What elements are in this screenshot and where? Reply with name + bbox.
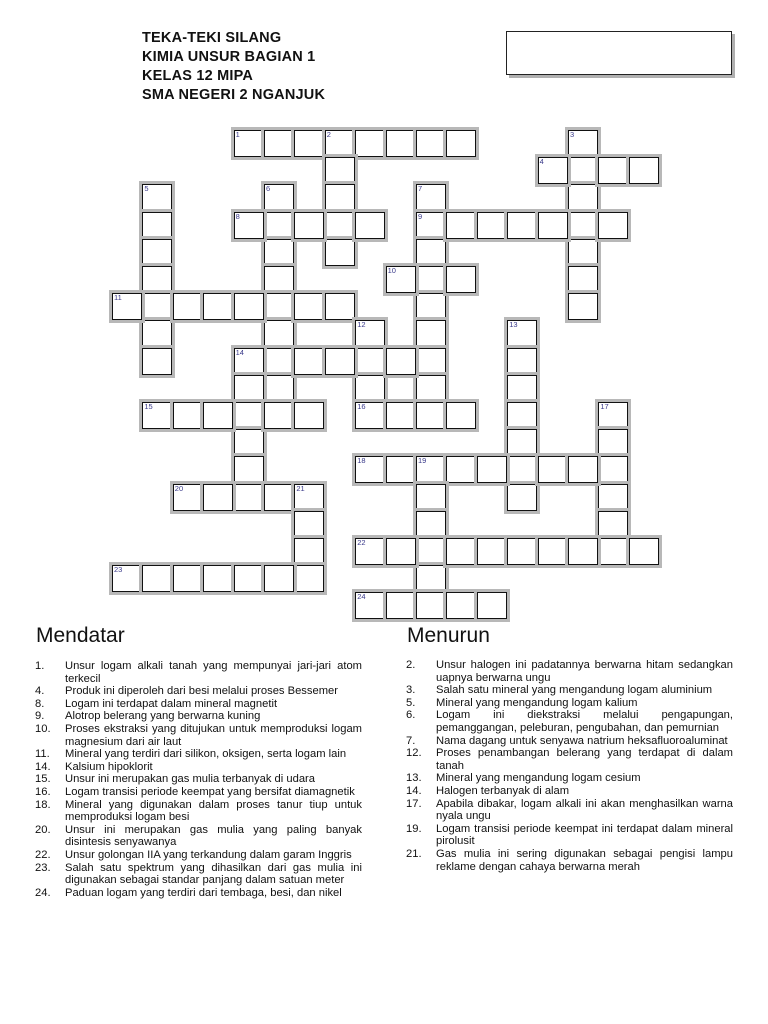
crossword-cell[interactable] [234, 484, 264, 511]
cell-number: 9 [418, 211, 423, 221]
crossword-cell[interactable] [477, 538, 507, 565]
crossword-cell[interactable] [142, 402, 172, 429]
crossword-cell[interactable] [203, 484, 233, 511]
crossword-cell[interactable] [234, 456, 264, 483]
clue-text: Unsur logam alkali tanah yang mempunyai jari-jari atom terkecil [65, 660, 362, 685]
crossword-cell[interactable] [386, 266, 416, 293]
crossword-cell[interactable] [325, 239, 355, 266]
crossword-cell[interactable] [234, 565, 264, 592]
cell-number: 3 [570, 130, 575, 139]
mendatar-clue [35, 748, 362, 761]
mendatar-clue [35, 824, 362, 849]
crossword-cell[interactable] [325, 130, 355, 157]
cell-number: 19 [418, 456, 427, 466]
crossword-cell[interactable] [629, 157, 659, 184]
mendatar-clue [35, 698, 362, 711]
crossword-cell[interactable] [598, 157, 628, 184]
clue-number: 17. [406, 797, 422, 810]
crossword-cell[interactable] [416, 212, 446, 239]
crossword-cell[interactable] [203, 293, 233, 320]
crossword-cell[interactable] [142, 239, 172, 266]
crossword-cell[interactable] [507, 212, 537, 239]
crossword-cell[interactable] [355, 538, 385, 565]
crossword-cell[interactable] [355, 402, 385, 429]
crossword-cell[interactable] [234, 348, 264, 375]
crossword-cell[interactable] [446, 402, 476, 429]
mendatar-clue [35, 887, 362, 900]
crossword-cell[interactable] [598, 402, 628, 429]
mendatar-clue [35, 660, 362, 685]
crossword-cell[interactable] [264, 184, 294, 211]
clue-number: 14. [35, 760, 51, 773]
crossword-cell[interactable] [507, 320, 537, 347]
crossword-cell[interactable] [538, 157, 568, 184]
crossword-cell[interactable] [264, 130, 294, 157]
menurun-clue [406, 823, 733, 848]
crossword-cell[interactable] [568, 157, 598, 184]
crossword-cell[interactable] [234, 429, 264, 456]
crossword-cell[interactable] [325, 157, 355, 184]
clue-text: Logam transisi periode keempat ini terdapat dalam mineral pirolusit [436, 822, 733, 848]
crossword-cell[interactable] [264, 212, 294, 239]
crossword-cell[interactable] [142, 348, 172, 375]
crossword-cell[interactable] [416, 348, 446, 375]
crossword-cell[interactable] [598, 484, 628, 511]
crossword-cell[interactable] [416, 320, 446, 347]
clue-number: 16. [35, 785, 51, 798]
clue-text: Halogen terbanyak di alam [436, 784, 570, 797]
crossword-cell[interactable] [234, 402, 264, 429]
crossword-cell[interactable] [294, 212, 324, 239]
clue-number: 12. [406, 747, 422, 760]
crossword-cell[interactable] [568, 130, 598, 157]
crossword-cell[interactable] [568, 184, 598, 211]
crossword-cell[interactable] [446, 130, 476, 157]
crossword-cell[interactable] [477, 592, 507, 619]
clue-number: 6. [406, 709, 416, 722]
cell-number: 8 [235, 211, 240, 221]
crossword-cell[interactable] [325, 293, 355, 320]
clue-number: 8. [35, 697, 45, 710]
clue-number: 18. [35, 798, 51, 811]
title-line-4: SMA NEGERI 2 NGANJUK [142, 87, 326, 103]
clue-number: 21. [406, 847, 422, 860]
crossword-cell[interactable] [416, 565, 446, 592]
crossword-cell[interactable] [598, 538, 628, 565]
crossword-cell[interactable] [416, 538, 446, 565]
clue-number: 23. [35, 861, 51, 874]
crossword-cell[interactable] [142, 266, 172, 293]
cell-number: 4 [539, 157, 544, 167]
crossword-cell[interactable] [355, 320, 385, 347]
crossword-cell[interactable] [416, 375, 446, 402]
crossword-cell[interactable] [507, 402, 537, 429]
down-clue-list [406, 659, 733, 873]
cell-number: 15 [144, 402, 153, 411]
clue-text: Unsur ini merupakan gas mulia yang paling banyak disintesis senyawanya [65, 823, 362, 849]
crossword-cell[interactable] [325, 184, 355, 211]
crossword-cell[interactable] [538, 456, 568, 483]
clue-number: 10. [35, 722, 51, 735]
clue-number: 5. [406, 696, 416, 709]
crossword-cell[interactable] [173, 402, 203, 429]
cell-number: 23 [114, 565, 123, 575]
crossword-cell[interactable] [568, 538, 598, 565]
crossword-cell[interactable] [173, 484, 203, 511]
crossword-cell[interactable] [173, 565, 203, 592]
clue-number: 19. [406, 822, 422, 835]
clue-text: Salah satu spektrum yang dihasilkan dari gas mulia ini digunakan sebagai standar panjang dalam satuan meter [65, 861, 362, 887]
crossword-cell[interactable] [386, 130, 416, 157]
menurun-clue [406, 697, 733, 710]
crossword-cell[interactable] [446, 592, 476, 619]
crossword-cell[interactable] [386, 402, 416, 429]
clue-text: Paduan logam yang terdiri dari tembaga, besi, dan nikel [65, 886, 342, 899]
crossword-cell[interactable] [355, 456, 385, 483]
crossword-cell[interactable] [507, 375, 537, 402]
menurun-clue [406, 772, 733, 785]
clue-text: Apabila dibakar, logam alkali ini akan menghasilkan warna nyala ungu [436, 797, 733, 823]
menurun-clue [406, 659, 733, 684]
menurun-heading: Menurun [407, 624, 490, 647]
clue-number: 13. [406, 772, 422, 785]
crossword-cell[interactable] [203, 565, 233, 592]
cell-number: 18 [357, 456, 366, 466]
crossword-cell[interactable] [446, 538, 476, 565]
crossword-cell[interactable] [264, 293, 294, 320]
crossword-cell[interactable] [325, 212, 355, 239]
crossword-cell[interactable] [477, 456, 507, 483]
clue-number: 7. [406, 734, 416, 747]
mendatar-heading: Mendatar [36, 624, 125, 647]
crossword-cell[interactable] [142, 293, 172, 320]
crossword-cell[interactable] [386, 456, 416, 483]
crossword-cell[interactable] [629, 538, 659, 565]
cell-number: 7 [418, 184, 423, 194]
crossword-cell[interactable] [112, 293, 142, 320]
crossword-cell[interactable] [416, 266, 446, 293]
cell-number: 11 [114, 293, 122, 303]
crossword-cell[interactable] [568, 456, 598, 483]
mendatar-clue [35, 849, 362, 862]
menurun-clue [406, 747, 733, 772]
crossword-cell[interactable] [264, 402, 294, 429]
menurun-clue [406, 709, 733, 734]
cell-number: 24 [357, 592, 366, 602]
clue-number: 4. [35, 685, 45, 698]
crossword-cell[interactable] [325, 348, 355, 375]
clue-text: Unsur halogen ini padatannya berwarna hitam sedangkan uapnya berwarna ungu [436, 659, 733, 684]
cell-number: 13 [509, 320, 518, 330]
crossword-cell[interactable] [507, 429, 537, 456]
cell-number: 17 [600, 402, 609, 411]
clue-number: 2. [406, 659, 416, 671]
cell-number: 2 [326, 130, 331, 139]
crossword-cell[interactable] [294, 402, 324, 429]
clue-text: Mineral yang terdiri dari silikon, oksigen, serta logam lain [65, 748, 347, 761]
mendatar-clue [35, 773, 362, 786]
crossword-cell[interactable] [386, 592, 416, 619]
crossword-cell[interactable] [142, 212, 172, 239]
crossword-cell[interactable] [294, 348, 324, 375]
crossword-cell[interactable] [294, 538, 324, 565]
crossword-cell[interactable] [416, 184, 446, 211]
menurun-clue [406, 798, 733, 823]
crossword-cell[interactable] [507, 456, 537, 483]
crossword-cell[interactable] [507, 538, 537, 565]
crossword-cell[interactable] [568, 266, 598, 293]
menurun-clue [406, 848, 733, 873]
crossword-cell[interactable] [568, 293, 598, 320]
cell-number: 14 [235, 347, 244, 357]
crossword-cell[interactable] [416, 402, 446, 429]
crossword-cell[interactable] [142, 184, 172, 211]
crossword-cell[interactable] [598, 456, 628, 483]
title-line-1: TEKA-TEKI SILANG [142, 30, 282, 46]
cell-number: 21 [296, 483, 305, 493]
crossword-cell[interactable] [294, 130, 324, 157]
clue-text: Gas mulia ini sering digunakan sebagai pengisi lampu reklame dengan cahaya berwarna merah [436, 847, 733, 873]
cell-number: 20 [174, 483, 184, 493]
cell-number: 16 [357, 402, 366, 411]
clue-number: 22. [35, 848, 51, 861]
clue-text: Salah satu mineral yang mengandung logam aluminium [436, 684, 713, 697]
mendatar-clue [35, 723, 362, 748]
mendatar-clue [35, 786, 362, 799]
crossword-cell[interactable] [568, 239, 598, 266]
cell-number: 10 [387, 266, 396, 275]
clue-number: 11. [35, 748, 50, 761]
clue-number: 9. [35, 710, 45, 723]
clue-text: Logam ini terdapat dalam mineral magnetit [65, 697, 278, 710]
crossword-cell[interactable] [416, 456, 446, 483]
crossword-cell[interactable] [142, 565, 172, 592]
crossword-cell[interactable] [598, 212, 628, 239]
crossword-cell[interactable] [538, 538, 568, 565]
clue-text: Mineral yang mengandung logam cesium [436, 772, 641, 785]
clue-text: Logam ini diekstraksi melalui pengapungan, pemanggangan, peleburan, pengubahan, dan pemurnian [436, 709, 733, 734]
across-clue-list [35, 660, 362, 899]
clue-number: 24. [35, 886, 51, 899]
crossword-cell[interactable] [294, 484, 324, 511]
mendatar-clue [35, 761, 362, 774]
crossword-cell[interactable] [173, 293, 203, 320]
title-line-3: KELAS 12 MIPA [142, 68, 254, 84]
crossword-cell[interactable] [234, 212, 264, 239]
crossword-cell[interactable] [264, 348, 294, 375]
clue-number: 20. [35, 823, 51, 836]
cell-number: 1 [235, 130, 240, 139]
clue-text: Proses ekstraksi yang ditujukan untuk memproduksi logam magnesium dari air laut [65, 722, 362, 748]
clue-number: 3. [406, 684, 416, 697]
crossword-cell[interactable] [446, 456, 476, 483]
mendatar-clue [35, 799, 362, 824]
crossword-cell[interactable] [416, 484, 446, 511]
crossword-cell[interactable] [355, 592, 385, 619]
clue-text: Logam transisi periode keempat yang bersifat diamagnetik [65, 785, 355, 798]
mendatar-clue [35, 685, 362, 698]
menurun-clue [406, 785, 733, 798]
crossword-cell[interactable] [416, 130, 446, 157]
clue-text: Nama dagang untuk senyawa natrium heksafluoroaluminat [436, 734, 728, 747]
cell-number: 12 [357, 320, 366, 330]
crossword-cell[interactable] [416, 592, 446, 619]
crossword-cell[interactable] [386, 348, 416, 375]
crossword-cell[interactable] [416, 293, 446, 320]
menurun-clue [406, 735, 733, 748]
cell-number: 5 [144, 184, 149, 194]
clue-number: 14. [406, 784, 422, 797]
crossword-cell[interactable] [568, 212, 598, 239]
mendatar-clue [35, 710, 362, 723]
crossword-cell[interactable] [446, 212, 476, 239]
cell-number: 22 [357, 538, 366, 547]
menurun-clue [406, 684, 733, 697]
clue-text: Unsur golongan IIA yang terkandung dalam garam Inggris [65, 848, 352, 861]
clue-text: Alotrop belerang yang berwarna kuning [65, 710, 261, 723]
crossword-cell[interactable] [112, 565, 142, 592]
clue-number: 15. [35, 773, 51, 786]
crossword-cell[interactable] [234, 130, 264, 157]
crossword-cell[interactable] [416, 239, 446, 266]
clue-text: Produk ini diperoleh dari besi melalui proses Bessemer [65, 685, 338, 698]
crossword-cell[interactable] [264, 375, 294, 402]
mendatar-clue [35, 862, 362, 887]
clue-text: Mineral yang digunakan dalam proses tanur tiup untuk memproduksi logam besi [65, 798, 362, 824]
crossword-cell[interactable] [294, 293, 324, 320]
crossword-cell[interactable] [264, 484, 294, 511]
crossword-cell[interactable] [446, 266, 476, 293]
crossword-cell[interactable] [386, 538, 416, 565]
cell-number: 6 [266, 184, 271, 194]
crossword-cell[interactable] [355, 130, 385, 157]
crossword-cell[interactable] [598, 429, 628, 456]
crossword-cell[interactable] [234, 293, 264, 320]
clue-text: Proses penambangan belerang yang terdapat di dalam tanah [436, 747, 733, 772]
crossword-cell[interactable] [477, 212, 507, 239]
crossword-cell[interactable] [416, 511, 446, 538]
crossword-cell[interactable] [507, 348, 537, 375]
crossword-cell[interactable] [264, 565, 294, 592]
crossword-cell[interactable] [355, 375, 385, 402]
clue-text: Unsur ini merupakan gas mulia terbanyak di udara [65, 773, 315, 786]
title-line-2: KIMIA UNSUR BAGIAN 1 [142, 49, 316, 65]
clue-number: 1. [35, 660, 45, 672]
crossword-cell[interactable] [538, 212, 568, 239]
crossword-cell[interactable] [598, 511, 628, 538]
crossword-cell[interactable] [355, 348, 385, 375]
clue-text: Mineral yang mengandung logam kalium [436, 696, 638, 709]
crossword-cell[interactable] [264, 266, 294, 293]
clue-text: Kalsium hipoklorit [65, 760, 153, 773]
crossword-cell[interactable] [234, 375, 264, 402]
crossword-cell[interactable] [294, 511, 324, 538]
crossword-cell[interactable] [142, 320, 172, 347]
crossword-cell[interactable] [355, 212, 385, 239]
crossword-cell[interactable] [507, 484, 537, 511]
crossword-cell[interactable] [294, 565, 324, 592]
crossword-cell[interactable] [203, 402, 233, 429]
crossword-cell[interactable] [264, 320, 294, 347]
crossword-cell[interactable] [264, 239, 294, 266]
